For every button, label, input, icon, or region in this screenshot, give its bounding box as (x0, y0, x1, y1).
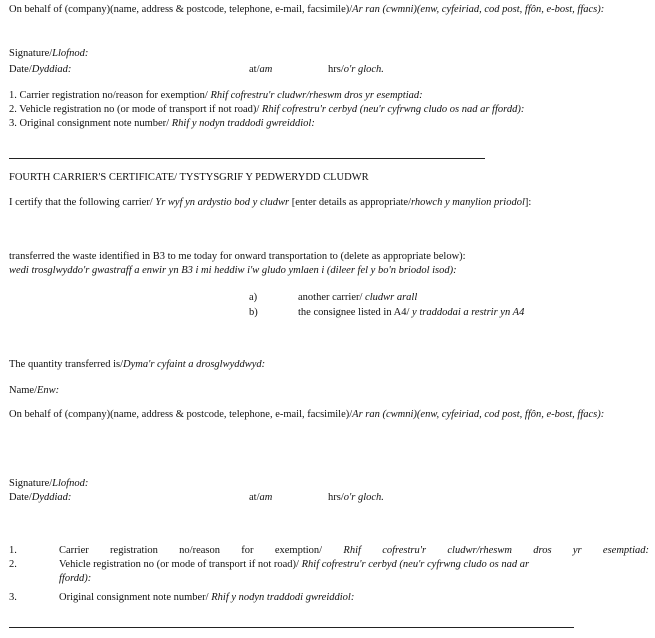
list-item-continuation: ffordd): (59, 573, 92, 584)
list-item: Vehicle registration no (or mode of transport if not road)/ Rhif cofrestru'r cerbyd (neu'r cyfrwng cludo os nad ar (59, 559, 530, 570)
signature-label-1: Signature/Llofnod: (9, 48, 89, 59)
date-label-1: Date/Dyddiad: (9, 64, 72, 75)
at-label-2: at/am (249, 492, 273, 503)
section-heading: FOURTH CARRIER'S CERTIFICATE/ TYSTYSGRIF Y PEDWERYDD CLUDWR (9, 172, 369, 183)
list-number: 2. (9, 559, 17, 570)
on-behalf-text-1: On behalf of (company)(name, address & postcode, telephone, e-mail, facsimile)/Ar ran (cwmni)(enw, cyfeiriad, cod post, ffôn, e-bost, ffacs): (9, 4, 605, 15)
on-behalf-text-2: On behalf of (company)(name, address & postcode, telephone, e-mail, facsimile)/Ar ran (cwmni)(enw, cyfeiriad, cod post, ffôn, e-bost, ffacs): (9, 409, 605, 420)
list-number: 3. (9, 592, 17, 603)
list-item: 1. Carrier registration no/reason for exemption/ Rhif cofrestru'r cludwr/rheswm dros yr esemptiad: (9, 90, 423, 101)
date-label-2: Date/Dyddiad: (9, 492, 72, 503)
list-item: 2. Vehicle registration no (or mode of transport if not road)/ Rhif cofrestru'r cerbyd (neu'r cyfrwng cludo os nad ar ffordd): (9, 104, 525, 115)
divider (9, 158, 485, 159)
at-label-1: at/am (249, 64, 273, 75)
option-a-text: another carrier/ cludwr arall (298, 292, 418, 303)
signature-label-2: Signature/Llofnod: (9, 478, 89, 489)
transferred-text-welsh: wedi trosglwyddo'r gwastraff a enwir yn B3 i mi heddiw i'w gludo ymlaen i (dileer fel y bo'n briodol isod): (9, 265, 457, 276)
list-item: Original consignment note number/ Rhif y nodyn traddodi gwreiddiol: (59, 592, 355, 603)
transferred-text: transferred the waste identified in B3 to me today for onward transportation to (delete as appropriate below): (9, 251, 466, 262)
list-number: 1. (9, 545, 17, 556)
divider (9, 627, 574, 628)
list-item: 3. Original consignment note number/ Rhif y nodyn traddodi gwreiddiol: (9, 118, 315, 129)
certify-text: I certify that the following carrier/ Yr wyf yn ardystio bod y cludwr [enter details as appropriate/rhowch y manylion priodol]: (9, 197, 532, 208)
name-label: Name/Enw: (9, 385, 60, 396)
hrs-label-2: hrs/o'r gloch. (328, 492, 384, 503)
option-b-letter: b) (249, 307, 258, 318)
option-a-letter: a) (249, 292, 258, 303)
quantity-label: The quantity transferred is/Dyma'r cyfaint a drosglwyddwyd: (9, 359, 266, 370)
option-b-text: the consignee listed in A4/ y traddodai a restrir yn A4 (298, 307, 525, 318)
hrs-label-1: hrs/o'r gloch. (328, 64, 384, 75)
list-item: Carrier registration no/reason for exemption/ Rhif cofrestru'r cludwr/rheswm dros yr esemptiad: (59, 545, 649, 556)
